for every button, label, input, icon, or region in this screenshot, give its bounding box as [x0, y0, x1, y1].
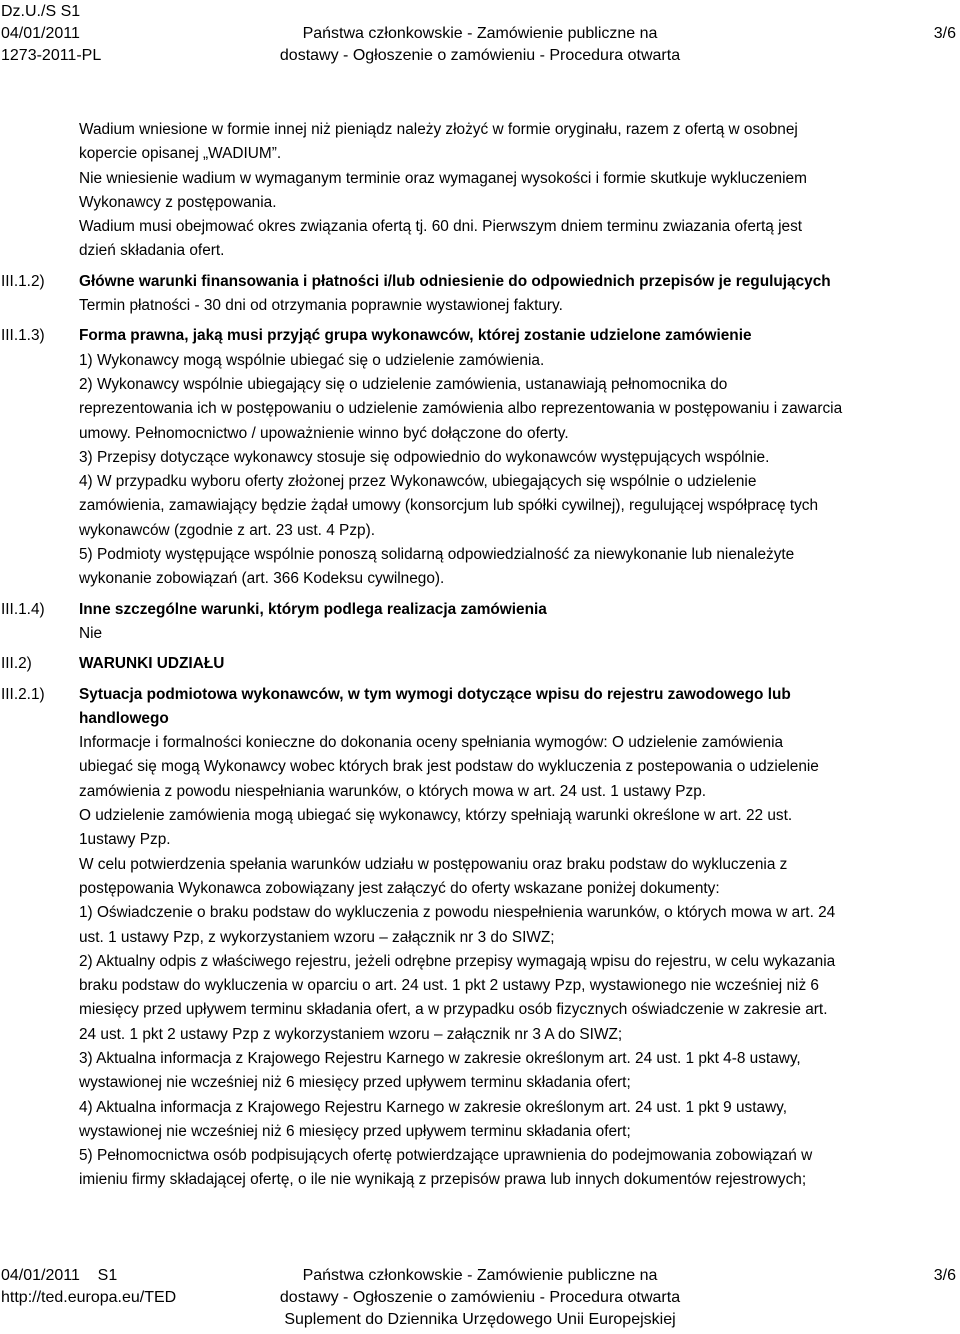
- text-line: Nie: [79, 624, 103, 642]
- footer-url: http://ted.europa.eu/TED: [1, 1289, 177, 1306]
- section-heading: Inne szczególne warunki, którym podlega realizacja zamówienia: [79, 600, 547, 618]
- section-heading: Sytuacja podmiotowa wykonawców, w tym wymogi dotyczące wpisu do rejestru zawodowego lub: [79, 685, 791, 703]
- section-number: III.2): [1, 655, 32, 673]
- section-iii-1-3: [0, 324, 960, 591]
- text-line: reprezentowania ich w postępowaniu o udzielenie zamówienia albo reprezentowania w postępowaniu i zawarcia: [79, 400, 843, 418]
- text-line: 3) Przepisy dotyczące wykonawcy stosuje się odpowiednio do wykonawców występujących wspólnie.: [79, 448, 770, 466]
- publication-date: 04/01/2011: [1, 25, 80, 42]
- text-line: 3) Aktualna informacja z Krajowego Rejestru Karnego w zakresie określonym art. 24 ust. 1 pkt 4-8 ustawy,: [79, 1049, 801, 1067]
- text-line: wystawionej nie wcześniej niż 6 miesięcy przed upływem terminu składania ofert;: [79, 1122, 631, 1140]
- text-line: 5) Pełnomocnictwa osób podpisujących ofertę potwierdzające uprawnienia do podejmowania zobowiązań w: [79, 1147, 813, 1165]
- text-line: 2) Aktualny odpis z właściwego rejestru, jeżeli odrębne przepisy wymagają wpisu do rejestru, w celu wykazania: [79, 952, 836, 970]
- page-header: [0, 0, 960, 72]
- text-line: braku podstaw do wykluczenia w oparciu o art. 24 ust. 1 pkt 2 ustawy Pzp, wystawionego nie wcześniej niż 6: [79, 977, 819, 995]
- text-line: zamówienia, zamawiający będzie żądał umowy (konsorcjum lub spółki cywilnej), regulującej współpracę tych: [79, 497, 819, 515]
- text-line: W celu potwierdzenia spełania warunków udziału w postępowaniu oraz braku podstaw do wykluczenia z: [79, 855, 788, 873]
- text-line: 1ustawy Pzp.: [79, 831, 171, 849]
- section-heading: Forma prawna, jaką musi przyjąć grupa wykonawców, której zostanie udzielone zamówienie: [79, 327, 752, 345]
- text-line: 4) W przypadku wyboru oferty złożonej przez Wykonawców, ubiegających się wspólnie o udzielenie: [79, 473, 757, 491]
- section-number: III.1.2): [1, 272, 45, 290]
- footer-title-line3: Suplement do Dziennika Urzędowego Unii Europejskiej: [284, 1311, 676, 1328]
- text-line: Informacje i formalności konieczne do dokonania oceny spełniania wymogów: O udzielenie zamówienia: [79, 734, 784, 752]
- text-line: Nie wniesienie wadium w wymaganym terminie oraz wymaganej wysokości i formie skutkuje wykluczeniem: [79, 169, 807, 187]
- section-iii-1-2: [0, 270, 960, 319]
- text-line: 24 ust. 1 pkt 2 ustawy Pzp z wykorzystaniem wzoru – załącznik nr 3 A do SIWZ;: [79, 1025, 623, 1043]
- section-iii-2: [0, 652, 960, 676]
- intro-block: [79, 118, 956, 264]
- text-line: umowy. Pełnomocnictwo / upoważnienie winno być dołączone do oferty.: [79, 424, 569, 442]
- text-line: postępowania Wykonawca zobowiązany jest załączyć do oferty wskazane poniżej dokumenty:: [79, 879, 720, 897]
- text-line: wystawionej nie wcześniej niż 6 miesięcy przed upływem terminu składania ofert;: [79, 1074, 631, 1092]
- footer-title-line2: dostawy - Ogłoszenie o zamówieniu - Procedura otwarta: [279, 1289, 681, 1306]
- text-line: ubiegać się mogą Wykonawcy wobec których brak jest podstaw do wykluczenia z postepowania o udzielenie: [79, 758, 819, 776]
- document-body: [0, 118, 960, 1193]
- text-line: 2) Wykonawcy wspólnie ubiegający się o udzielenie zamówienia, ustanawiają pełnomocnika do: [79, 375, 728, 393]
- text-line: 1) Wykonawcy mogą wspólnie ubiegać się o udzielenie zamówienia.: [79, 351, 545, 369]
- section-number: III.2.1): [1, 685, 45, 703]
- journal-ref: Dz.U./S S1: [1, 3, 81, 20]
- section-heading: Główne warunki finansowania i płatności i/lub odniesienie do odpowiednich przepisów je regulujących: [79, 272, 831, 290]
- text-line: wykonanie zobowiązań (art. 366 Kodeksu cywilnego).: [79, 570, 445, 588]
- section-heading: WARUNKI UDZIAŁU: [79, 655, 225, 673]
- page-footer: [0, 1262, 960, 1334]
- text-line: Wadium musi obejmować okres związania ofertą tj. 60 dni. Pierwszym dniem terminu zwiazania ofertą jest: [79, 218, 803, 236]
- text-line: imieniu firmy składającej ofertę, o ile nie wynikają z przepisów prawa lub innych dokumentów rejestrowych;: [79, 1171, 807, 1189]
- section-heading: handlowego: [79, 709, 169, 727]
- footer-page-number: 3/6: [933, 1267, 956, 1284]
- text-line: 1) Oświadczenie o braku podstaw do wykluczenia z powodu niespełnienia warunków, o których mowa w art. 24: [79, 904, 836, 922]
- text-line: 4) Aktualna informacja z Krajowego Rejestru Karnego w zakresie określonym art. 24 ust. 1 pkt 9 ustawy,: [79, 1098, 788, 1116]
- text-line: zamówienia z powodu niespełniania warunków, o których mowa w art. 24 ust. 1 ustawy Pzp.: [79, 782, 707, 800]
- footer-date-series: 04/01/2011 S1: [1, 1267, 118, 1284]
- text-line: miesięcy przed upływem terminu składania ofert, a w przypadku osób fizycznych oświadczenie w zakresie art.: [79, 1001, 828, 1019]
- text-line: Wadium wniesione w formie innej niż pieniądz należy złożyć w formie oryginału, razem z ofertą w osobnej: [79, 121, 798, 138]
- header-title-line2: dostawy - Ogłoszenie o zamówieniu - Procedura otwarta: [279, 47, 681, 64]
- text-line: O udzielenie zamówienia mogą ubiegać się wykonawcy, którzy spełniają warunki określone w art. 22 ust.: [79, 807, 793, 825]
- text-line: 5) Podmioty występujące wspólnie ponoszą solidarną odpowiedzialność za niewykonanie lub nienależyte: [79, 546, 795, 564]
- section-iii-1-4: [0, 598, 960, 647]
- header-title-line1: Państwa członkowskie - Zamówienie publiczne na: [302, 25, 658, 42]
- text-line: dzień składania ofert.: [79, 242, 225, 260]
- section-iii-2-1: [0, 683, 960, 1193]
- text-line: Wykonawcy z postępowania.: [79, 193, 277, 211]
- text-line: ust. 1 ustawy Pzp, z wykorzystaniem wzoru – załącznik nr 3 do SIWZ;: [79, 928, 555, 946]
- text-line: Termin płatności - 30 dni od otrzymania poprawnie wystawionej faktury.: [79, 297, 563, 315]
- text-line: kopercie opisanej „WADIUM”.: [79, 145, 282, 163]
- header-page-number: 3/6: [933, 25, 956, 42]
- footer-title-line1: Państwa członkowskie - Zamówienie publiczne na: [302, 1267, 658, 1284]
- text-line: wykonawców (zgodnie z art. 23 ust. 4 Pzp).: [79, 521, 375, 539]
- notice-number: 1273-2011-PL: [1, 47, 102, 64]
- section-number: III.1.3): [1, 327, 45, 345]
- section-number: III.1.4): [1, 600, 45, 618]
